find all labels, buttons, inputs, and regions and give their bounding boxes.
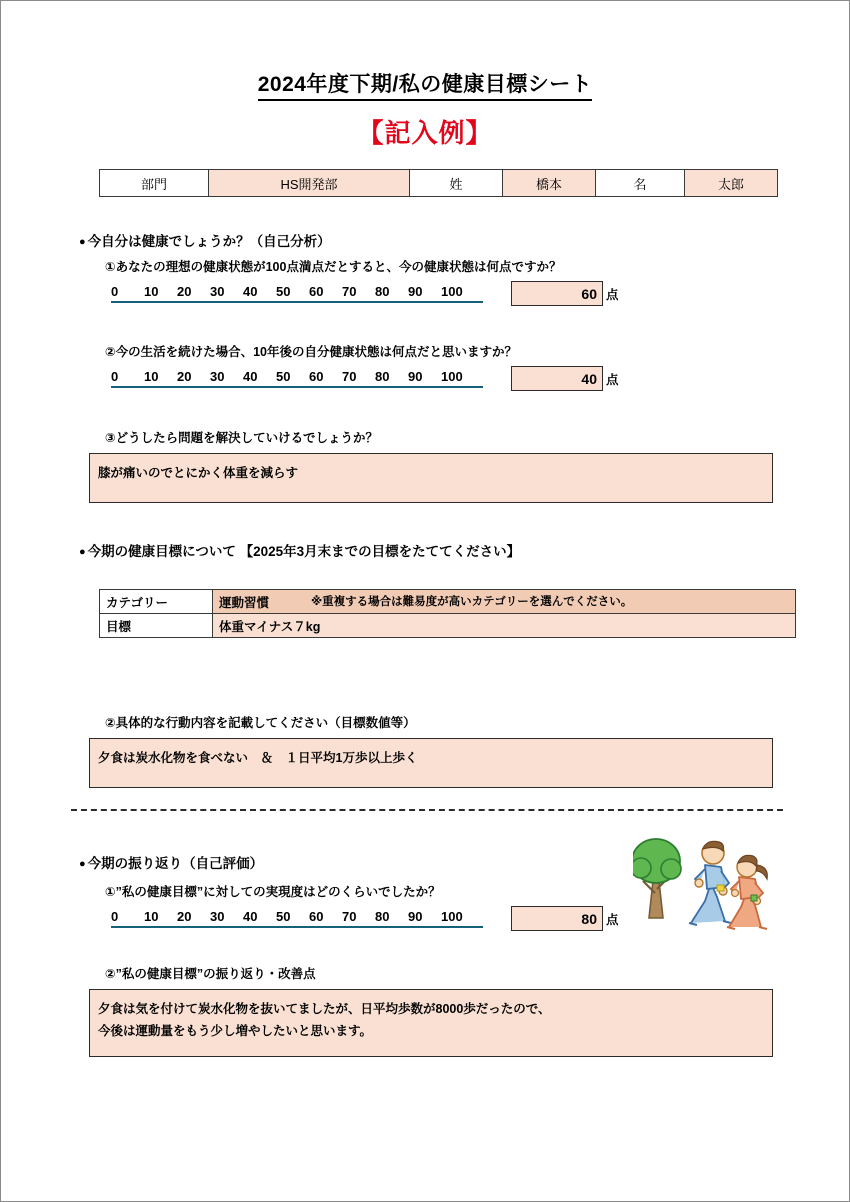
section-3-heading [79, 852, 263, 872]
scale-tick: 90 [408, 909, 423, 924]
scale-tick: 20 [177, 284, 192, 299]
scale-tick: 40 [243, 284, 258, 299]
scale-tick: 80 [375, 369, 390, 384]
scale-tick: 0 [111, 284, 119, 299]
scale-tick: 50 [276, 369, 291, 384]
identity-table [99, 169, 778, 197]
section-2-heading [79, 540, 520, 560]
section-1-heading [79, 230, 331, 250]
scale-tick: 60 [309, 369, 324, 384]
goal-label: 目標 [100, 614, 213, 638]
category-label: カテゴリー [100, 590, 213, 614]
question-1-2-text: ②今の生活を続けた場合、10年後の自分健康状態は何点だと思いますか？ [105, 345, 517, 359]
scale-tick: 30 [210, 369, 225, 384]
scale-tick: 20 [177, 369, 192, 384]
scale-tick: 40 [243, 909, 258, 924]
score-value-1-1[interactable]: 60 [511, 281, 603, 306]
table-row [100, 614, 796, 638]
score-field-1-1 [511, 281, 619, 306]
bullet-icon: ● [79, 236, 86, 249]
question-1-3-text: ③どうしたら問題を解決していけるでしょうか？ [105, 431, 378, 445]
walking-people-illustration [633, 823, 785, 945]
question-2-2-text: ②具体的な行動内容を記載してください（目標数値等） [105, 716, 416, 730]
answer-box-3-2[interactable] [89, 989, 773, 1057]
woman-walking-figure [727, 855, 767, 929]
givenname-label: 名 [596, 170, 685, 197]
surname-label: 姓 [410, 170, 503, 197]
scale-1-1 [111, 284, 483, 303]
scale-tick: 80 [375, 284, 390, 299]
scale-tick: 10 [144, 284, 159, 299]
question-3-2-text: ②”私の健康目標”の振り返り・改善点 [105, 967, 316, 981]
goal-value[interactable]: 体重マイナス７kg [213, 614, 796, 638]
department-label: 部門 [100, 170, 209, 197]
table-row [100, 170, 778, 197]
scale-tick: 0 [111, 909, 119, 924]
scale-tick: 70 [342, 369, 357, 384]
givenname-value[interactable]: 太郎 [685, 170, 778, 197]
scale-tick: 50 [276, 909, 291, 924]
title-block [1, 71, 849, 150]
section-divider [71, 809, 783, 811]
scale-tick: 0 [111, 369, 119, 384]
scale-tick: 60 [309, 909, 324, 924]
answer-box-2-2[interactable]: 夕食は炭水化物を食べない ＆ １日平均1万歩以上歩く [89, 738, 773, 788]
scale-1-2 [111, 369, 483, 388]
scale-tick: 90 [408, 369, 423, 384]
bullet-icon: ● [79, 546, 86, 559]
score-field-3-1 [511, 906, 619, 931]
scale-tick: 100 [441, 369, 463, 384]
scale-tick: 30 [210, 909, 225, 924]
category-value[interactable]: 運動習慣 [213, 590, 796, 614]
scale-ticks [111, 369, 483, 384]
question-1-1-text: ①あなたの理想の健康状態が100点満点だとすると、今の健康状態は何点ですか？ [105, 260, 562, 274]
page-title: 2024年度下期/私の健康目標シート [258, 71, 593, 101]
scale-3-1 [111, 909, 483, 928]
score-value-3-1[interactable]: 80 [511, 906, 603, 931]
category-note: ※重複する場合は難易度が高いカテゴリーを選んでください。 [311, 596, 633, 608]
scale-tick: 90 [408, 284, 423, 299]
scale-tick: 70 [342, 284, 357, 299]
score-unit: 点 [606, 372, 619, 387]
scale-tick: 40 [243, 369, 258, 384]
scale-ticks [111, 284, 483, 299]
answer-line-2: 今後は運動量をもう少し増やしたいと思います。 [98, 1023, 373, 1038]
scale-tick: 100 [441, 284, 463, 299]
tree-icon [633, 839, 681, 918]
scale-tick: 50 [276, 284, 291, 299]
scale-tick: 10 [144, 369, 159, 384]
section-2-heading-text: 今期の健康目標について 【2025年3月末までの目標をたててください】 [87, 544, 521, 559]
answer-line-1: 夕食は気を付けて炭水化物を抜いてましたが、日平均歩数が8000歩だったので、 [98, 1002, 551, 1016]
scale-tick: 60 [309, 284, 324, 299]
example-badge: 【記入例】 [357, 118, 493, 149]
score-unit: 点 [606, 912, 619, 927]
man-walking-figure [689, 841, 731, 925]
score-unit: 点 [606, 287, 619, 302]
section-1-heading-text: 今自分は健康でしょうか？（自己分析） [87, 234, 331, 249]
score-value-1-2[interactable]: 40 [511, 366, 603, 391]
question-3-1-text: ①”私の健康目標”に対しての実現度はどのくらいでしたか？ [105, 885, 441, 899]
surname-value[interactable]: 橋本 [503, 170, 596, 197]
scale-tick: 70 [342, 909, 357, 924]
scale-tick: 20 [177, 909, 192, 924]
department-value[interactable]: HS開発部 [209, 170, 410, 197]
answer-box-1-3[interactable]: 膝が痛いのでとにかく体重を減らす [89, 453, 773, 503]
bullet-icon: ● [79, 858, 86, 871]
scale-tick: 100 [441, 909, 463, 924]
section-3-heading-text: 今期の振り返り（自己評価） [87, 856, 264, 871]
scale-ticks [111, 909, 483, 924]
scale-tick: 30 [210, 284, 225, 299]
scale-tick: 10 [144, 909, 159, 924]
scale-tick: 80 [375, 909, 390, 924]
score-field-1-2 [511, 366, 619, 391]
